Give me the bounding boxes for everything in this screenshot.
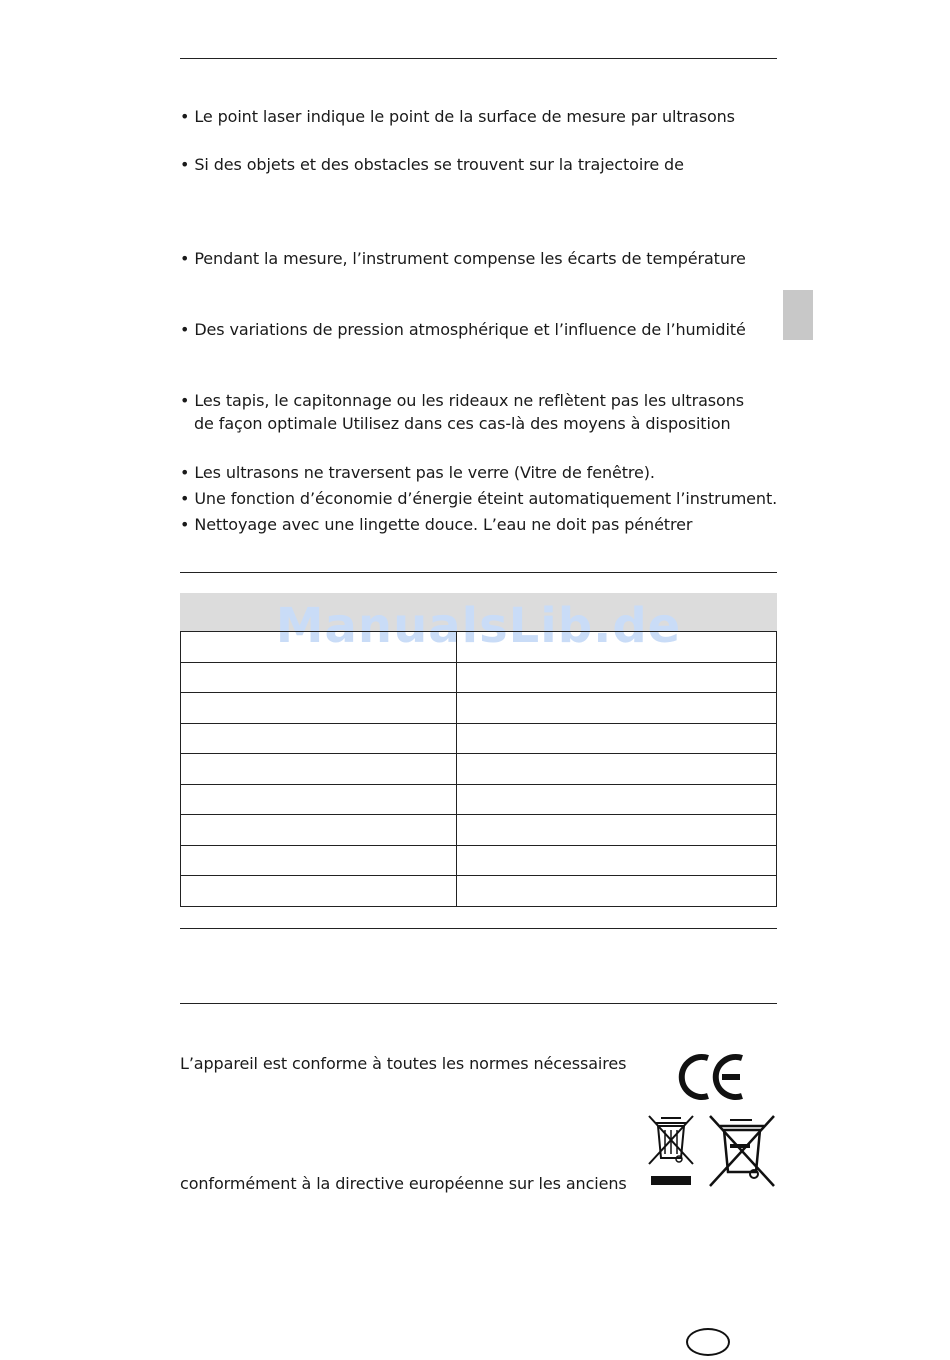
crossed-bin-icon	[645, 1114, 697, 1188]
table-cell	[457, 784, 777, 815]
table-cell	[181, 815, 457, 846]
table-cell	[181, 845, 457, 876]
table-cell	[457, 632, 777, 663]
specs-table	[180, 631, 777, 907]
bullet-glass: • Les ultrasons ne traversent pas le verre (Vitre de fenêtre).	[180, 463, 655, 482]
bullet-carpets-line2: de façon optimale Utilisez dans ces cas-là des moyens à disposition	[194, 414, 731, 433]
section-rule-1	[180, 928, 777, 929]
table-cell	[181, 693, 457, 724]
bullet-carpets	[180, 389, 744, 435]
section-rule-2	[180, 1003, 777, 1004]
conformity-text: L’appareil est conforme à toutes les normes nécessaires	[180, 1054, 627, 1073]
table-cell	[181, 754, 457, 785]
table-cell	[181, 723, 457, 754]
table-cell	[457, 845, 777, 876]
bullet-laser-point: • Le point laser indique le point de la surface de mesure par ultrasons	[180, 107, 735, 126]
table-cell	[457, 723, 777, 754]
bullet-pressure-humidity: • Des variations de pression atmosphérique et l’influence de l’humidité	[180, 320, 746, 339]
table-row	[181, 632, 777, 663]
watermark: ManualsLib.de	[275, 598, 682, 654]
table-row	[181, 815, 777, 846]
table-cell	[457, 662, 777, 693]
bullet-temperature: • Pendant la mesure, l’instrument compense les écarts de température	[180, 249, 746, 268]
ce-mark-icon	[678, 1052, 746, 1102]
table-row	[181, 754, 777, 785]
table-cell	[181, 876, 457, 907]
table-row	[181, 723, 777, 754]
table-cell	[457, 815, 777, 846]
table-row	[181, 876, 777, 907]
table-cell	[181, 784, 457, 815]
table-cell	[457, 754, 777, 785]
table-cell	[181, 632, 457, 663]
table-row	[181, 662, 777, 693]
table-cell	[457, 876, 777, 907]
bullet-energy-saving: • Une fonction d’économie d’énergie éteint automatiquement l’instrument.	[180, 489, 778, 508]
table-row	[181, 845, 777, 876]
table-row	[181, 784, 777, 815]
table-cell	[181, 662, 457, 693]
bullet-carpets-line1: • Les tapis, le capitonnage ou les rideaux ne reflètent pas les ultrasons	[180, 391, 744, 410]
language-oval-icon	[686, 1328, 730, 1356]
table-cell	[457, 693, 777, 724]
crossed-bin-large-icon	[706, 1114, 778, 1188]
bullet-cleaning: • Nettoyage avec une lingette douce. L’eau ne doit pas pénétrer	[180, 515, 693, 534]
table-row	[181, 693, 777, 724]
top-rule	[180, 58, 777, 59]
section-rule-specs	[180, 572, 777, 573]
side-language-tab	[783, 290, 813, 340]
disposal-text: conformément à la directive européenne sur les anciens	[180, 1174, 627, 1193]
bullet-obstacles: • Si des objets et des obstacles se trouvent sur la trajectoire de	[180, 155, 684, 174]
